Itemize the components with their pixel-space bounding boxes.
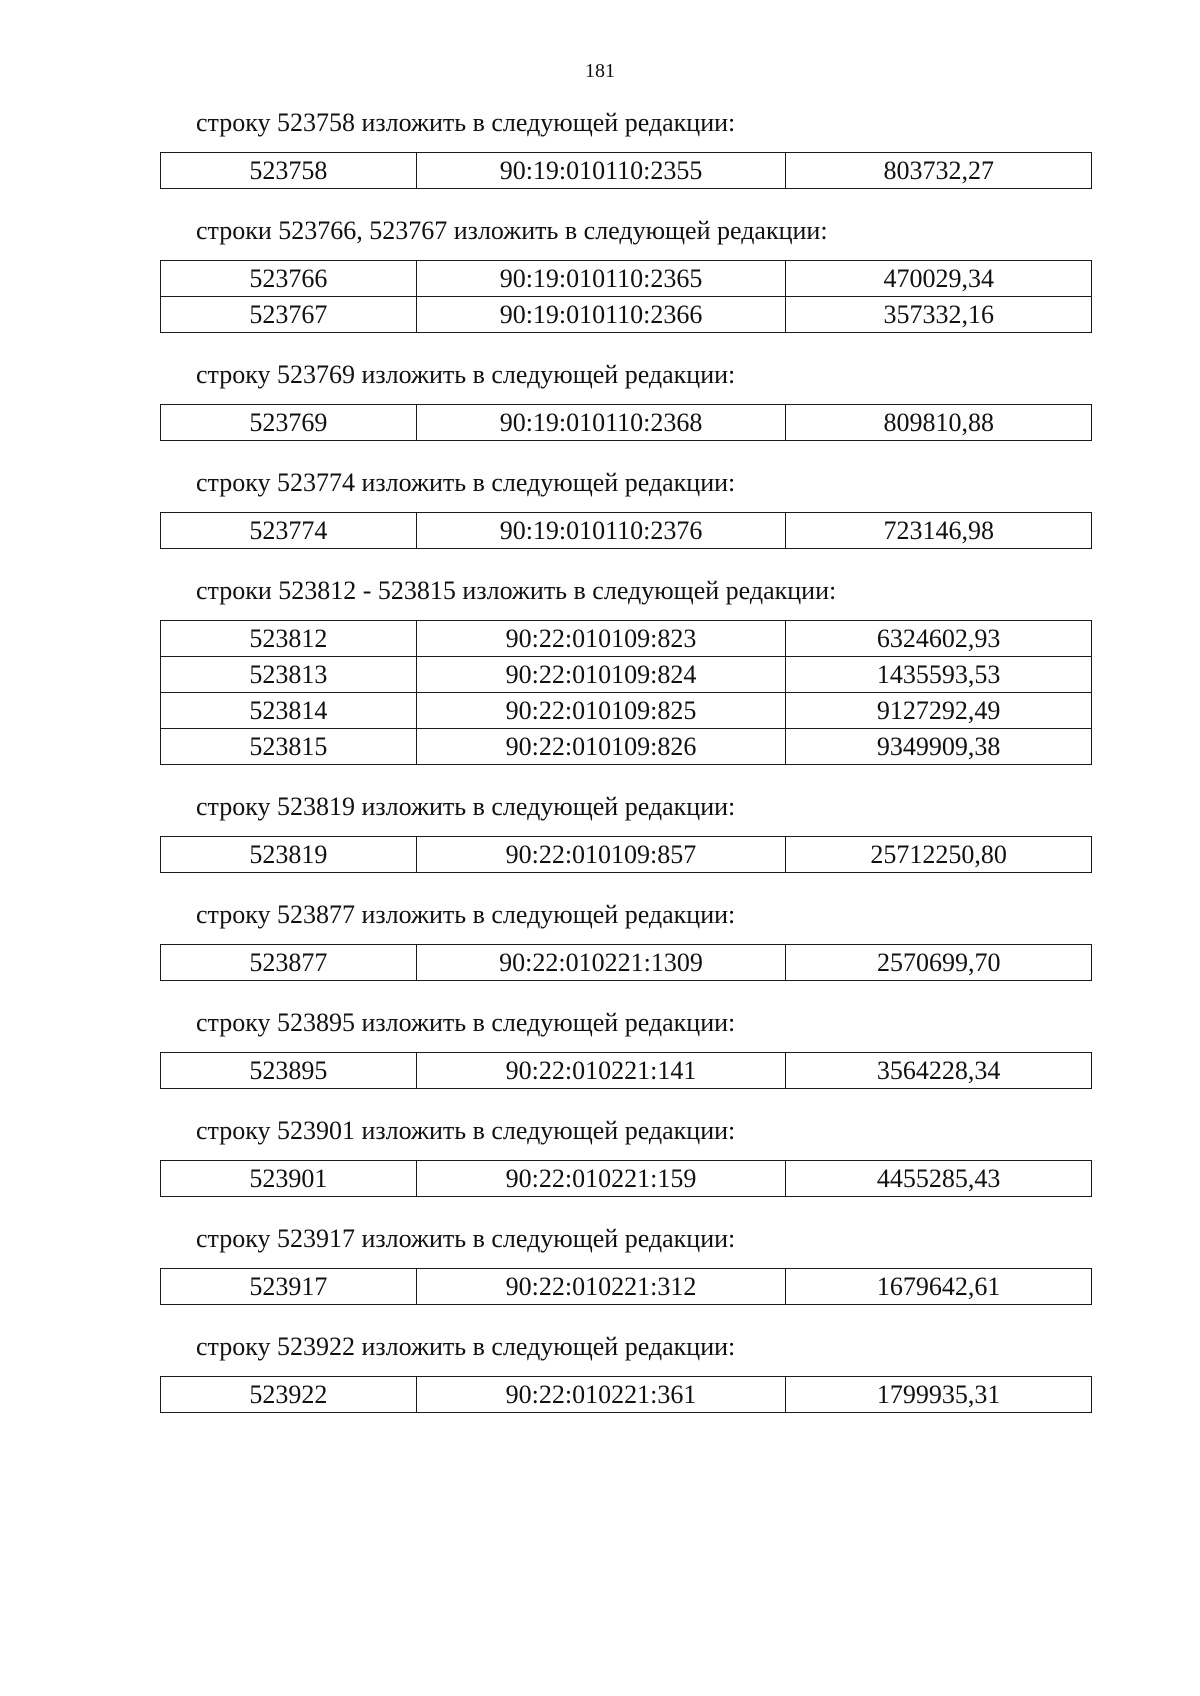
record-table [160,152,1092,189]
row-number-cell: 523819 [161,837,417,873]
section-heading: строку 523819 изложить в следующей редакции: [196,792,736,821]
section-heading: строки 523812 - 523815 изложить в следующей редакции: [196,576,837,605]
section-heading: строку 523922 изложить в следующей редакции: [196,1332,736,1361]
record-table [160,512,1092,549]
cadastral-number-cell: 90:19:010110:2355 [416,153,786,189]
row-number-cell: 523766 [161,261,417,297]
table-row [161,945,1092,981]
section-heading: строку 523877 изложить в следующей редакции: [196,900,736,929]
table-row [161,1053,1092,1089]
value-cell: 25712250,80 [786,837,1092,873]
cadastral-number-cell: 90:22:010109:826 [416,729,786,765]
table-row [161,1377,1092,1413]
row-number-cell: 523767 [161,297,417,333]
value-cell: 357332,16 [786,297,1092,333]
record-table [160,620,1092,765]
section-heading: строку 523901 изложить в следующей редакции: [196,1116,736,1145]
record-table [160,404,1092,441]
row-number-cell: 523815 [161,729,417,765]
value-cell: 9349909,38 [786,729,1092,765]
row-number-cell: 523917 [161,1269,417,1305]
row-number-cell: 523758 [161,153,417,189]
cadastral-number-cell: 90:22:010221:141 [416,1053,786,1089]
cadastral-number-cell: 90:22:010221:1309 [416,945,786,981]
row-number-cell: 523813 [161,657,417,693]
record-table [160,1376,1092,1413]
cadastral-number-cell: 90:19:010110:2366 [416,297,786,333]
table-row [161,513,1092,549]
value-cell: 470029,34 [786,261,1092,297]
cadastral-number-cell: 90:22:010109:825 [416,693,786,729]
cadastral-number-cell: 90:22:010221:159 [416,1161,786,1197]
record-table [160,260,1092,333]
cadastral-number-cell: 90:22:010109:823 [416,621,786,657]
section-heading: строку 523758 изложить в следующей редакции: [196,108,736,137]
section-heading: строку 523895 изложить в следующей редакции: [196,1008,736,1037]
row-number-cell: 523895 [161,1053,417,1089]
record-table [160,944,1092,981]
cadastral-number-cell: 90:22:010109:824 [416,657,786,693]
cadastral-number-cell: 90:19:010110:2368 [416,405,786,441]
table-row [161,261,1092,297]
section-heading: строку 523917 изложить в следующей редакции: [196,1224,736,1253]
record-table [160,1052,1092,1089]
table-row [161,153,1092,189]
cadastral-number-cell: 90:22:010221:361 [416,1377,786,1413]
table-row [161,693,1092,729]
record-table [160,836,1092,873]
row-number-cell: 523922 [161,1377,417,1413]
table-row [161,729,1092,765]
value-cell: 723146,98 [786,513,1092,549]
value-cell: 4455285,43 [786,1161,1092,1197]
cadastral-number-cell: 90:22:010221:312 [416,1269,786,1305]
value-cell: 1799935,31 [786,1377,1092,1413]
cadastral-number-cell: 90:19:010110:2376 [416,513,786,549]
row-number-cell: 523774 [161,513,417,549]
row-number-cell: 523877 [161,945,417,981]
value-cell: 2570699,70 [786,945,1092,981]
row-number-cell: 523812 [161,621,417,657]
record-table [160,1268,1092,1305]
section-heading: строки 523766, 523767 изложить в следующей редакции: [196,216,828,245]
value-cell: 6324602,93 [786,621,1092,657]
document-body [160,105,1100,1437]
table-row [161,657,1092,693]
value-cell: 809810,88 [786,405,1092,441]
cadastral-number-cell: 90:19:010110:2365 [416,261,786,297]
value-cell: 803732,27 [786,153,1092,189]
row-number-cell: 523901 [161,1161,417,1197]
row-number-cell: 523769 [161,405,417,441]
value-cell: 1679642,61 [786,1269,1092,1305]
value-cell: 3564228,34 [786,1053,1092,1089]
table-row [161,297,1092,333]
table-row [161,621,1092,657]
value-cell: 9127292,49 [786,693,1092,729]
row-number-cell: 523814 [161,693,417,729]
cadastral-number-cell: 90:22:010109:857 [416,837,786,873]
table-row [161,405,1092,441]
page-number: 181 [585,60,615,82]
table-row [161,1161,1092,1197]
record-table [160,1160,1092,1197]
section-heading: строку 523769 изложить в следующей редакции: [196,360,736,389]
section-heading: строку 523774 изложить в следующей редакции: [196,468,736,497]
table-row [161,837,1092,873]
table-row [161,1269,1092,1305]
value-cell: 1435593,53 [786,657,1092,693]
